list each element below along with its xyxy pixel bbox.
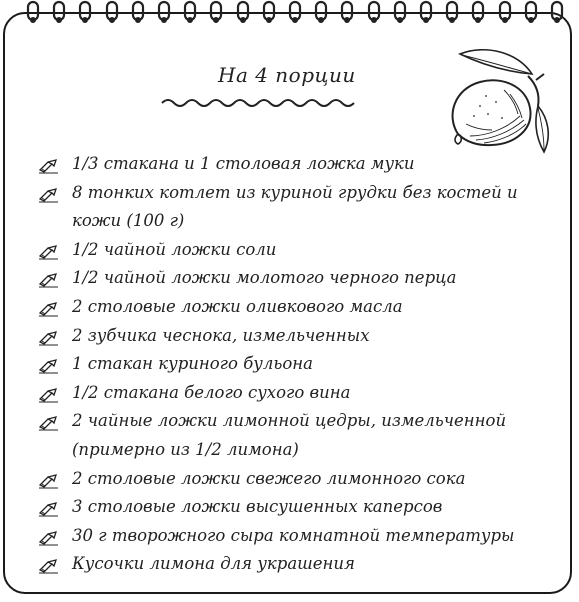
spiral-ring-icon	[524, 0, 538, 24]
spiral-ring-icon	[78, 0, 92, 24]
ingredient-item	[38, 350, 558, 379]
ingredient-text: 1/2 чайной ложки молотого черного перца	[72, 268, 457, 288]
ingredient-text: 8 тонких котлет из куриной грудки без костей и кожи (100 г)	[72, 182, 518, 231]
ingredient-item	[38, 179, 558, 236]
spiral-ring-icon	[314, 0, 328, 24]
ingredient-item	[38, 322, 558, 351]
servings-title: На 4 порции	[218, 63, 356, 87]
spiral-ring-icon	[367, 0, 381, 24]
spiral-ring-icon	[262, 0, 276, 24]
writing-hand-icon	[38, 330, 60, 346]
ingredient-text: 2 зубчика чеснока, измельченных	[72, 325, 370, 345]
writing-hand-icon	[38, 473, 60, 489]
spiral-ring-icon	[131, 0, 145, 24]
spiral-ring-icon	[419, 0, 433, 24]
ingredient-text: 1 стакан куриного бульона	[72, 354, 313, 374]
writing-hand-icon	[38, 387, 60, 403]
ingredient-text: 2 чайные ложки лимонной цедры, измельченной (примерно из 1/2 лимона)	[72, 411, 507, 459]
ingredient-item	[38, 522, 558, 551]
wavy-divider	[160, 96, 360, 110]
spiral-ring-icon	[183, 0, 197, 24]
ingredient-item	[38, 264, 558, 293]
spiral-ring-icon	[340, 0, 354, 24]
writing-hand-icon	[38, 301, 60, 317]
ingredient-text: 2 столовые ложки оливкового масла	[72, 296, 403, 316]
ingredient-text: 1/3 стакана и 1 столовая ложка муки	[72, 154, 415, 173]
spiral-ring-icon	[550, 0, 564, 24]
spiral-ring-icon	[498, 0, 512, 24]
spiral-ring-icon	[52, 0, 66, 24]
writing-hand-icon	[38, 272, 60, 288]
ingredient-item	[38, 293, 558, 322]
writing-hand-icon	[38, 415, 60, 431]
spiral-ring-icon	[393, 0, 407, 24]
ingredient-item	[38, 493, 558, 522]
ingredient-text: Кусочки лимона для украшения	[72, 554, 355, 574]
spiral-ring-icon	[26, 0, 40, 24]
spiral-ring-icon	[288, 0, 302, 24]
writing-hand-icon	[38, 530, 60, 546]
ingredient-item	[38, 465, 558, 494]
ingredient-item	[38, 236, 558, 265]
spiral-ring-icon	[471, 0, 485, 24]
ingredient-text: 3 столовые ложки высушенных каперсов	[72, 497, 443, 517]
spiral-ring-icon	[445, 0, 459, 24]
spiral-ring-icon	[105, 0, 119, 24]
writing-hand-icon	[38, 158, 60, 174]
writing-hand-icon	[38, 358, 60, 374]
writing-hand-icon	[38, 558, 60, 574]
ingredient-text: 2 столовые ложки свежего лимонного сока	[72, 468, 466, 488]
lemon-icon	[440, 44, 555, 159]
spiral-ring-icon	[236, 0, 250, 24]
ingredient-item	[38, 407, 558, 464]
spiral-binding	[26, 0, 566, 30]
ingredient-text: 30 г творожного сыра комнатной температуры	[72, 525, 515, 545]
ingredient-list	[38, 150, 558, 579]
ingredient-text: 1/2 стакана белого сухого вина	[72, 382, 351, 402]
spiral-ring-icon	[157, 0, 171, 24]
spiral-ring-icon	[209, 0, 223, 24]
ingredient-item	[38, 150, 558, 179]
writing-hand-icon	[38, 187, 60, 203]
writing-hand-icon	[38, 244, 60, 260]
ingredient-item	[38, 379, 558, 408]
ingredient-text: 1/2 чайной ложки соли	[72, 239, 277, 259]
writing-hand-icon	[38, 501, 60, 517]
ingredient-item	[38, 550, 558, 579]
